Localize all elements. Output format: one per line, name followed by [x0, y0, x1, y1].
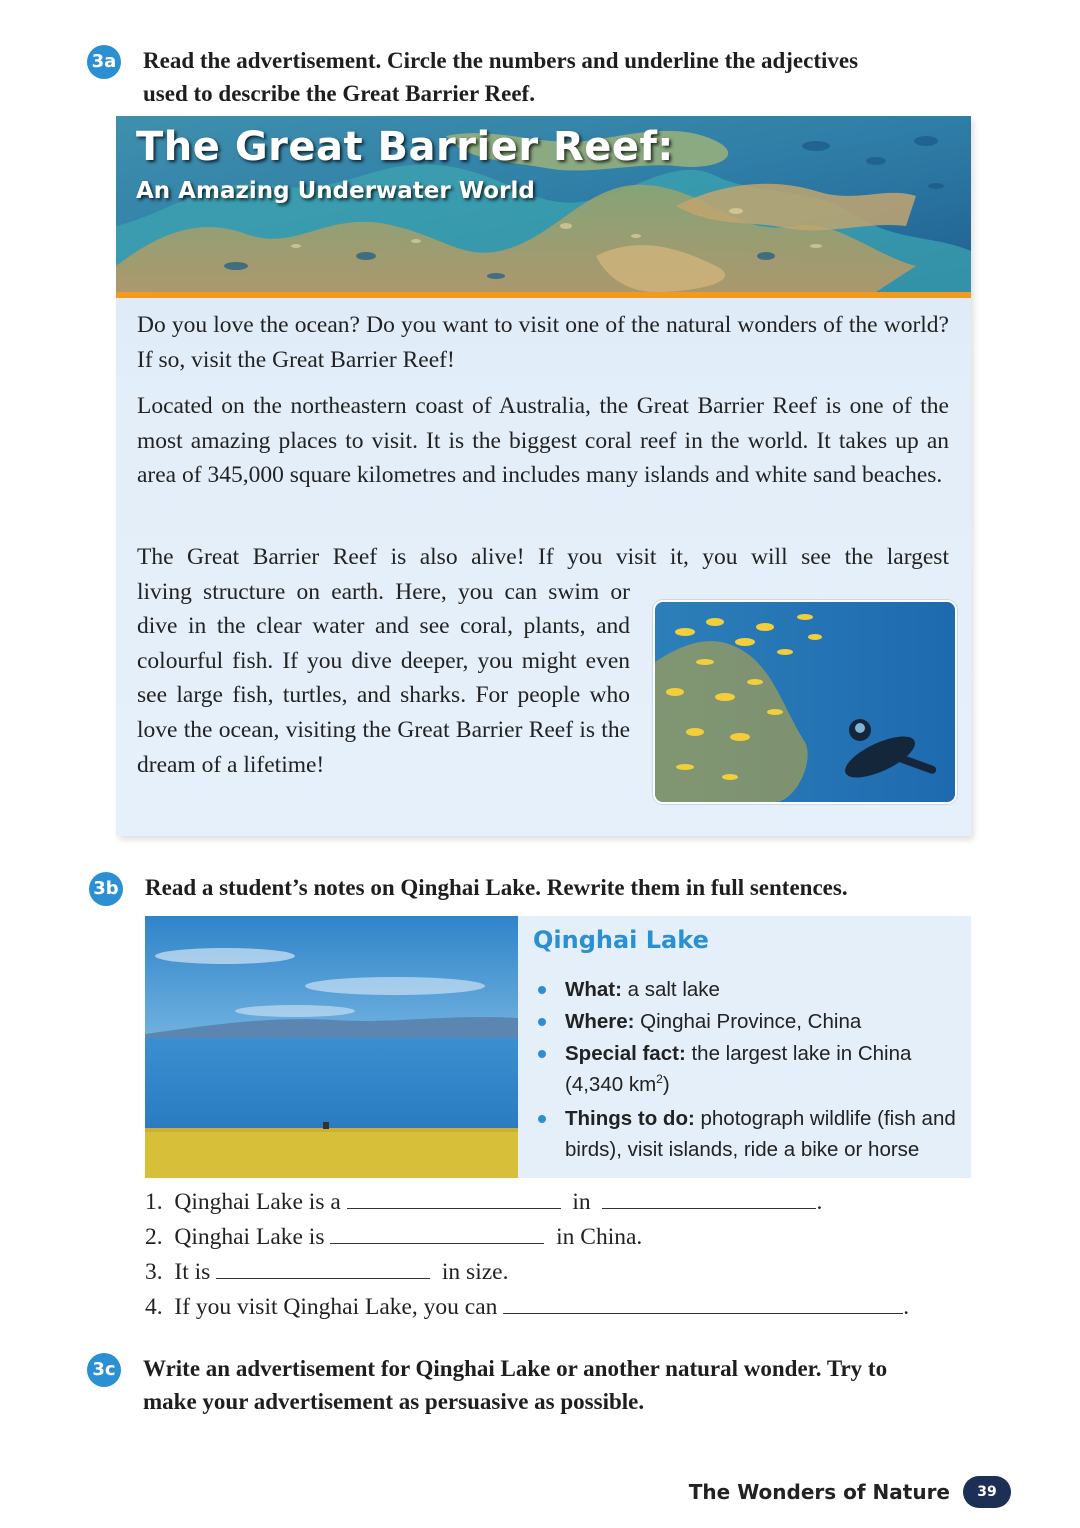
- instruction-3c-line1: Write an advertisement for Qinghai Lake or another natural wonder. Try to: [143, 1356, 888, 1381]
- instruction-3a-line2: used to describe the Great Barrier Reef.: [143, 81, 535, 106]
- note-special-fact: Special fact: the largest lake in China (4,340 $km^2$): [536, 1038, 956, 1100]
- bullet-icon: [538, 1115, 546, 1123]
- exercise-badge-3c: 3c: [87, 1353, 121, 1387]
- ad-subtitle: An Amazing Underwater World: [136, 178, 535, 204]
- ad-paragraph-3-body: living structure on earth. Here, you can swim or dive in the clear water and see coral, plants, and colourful fish. If you dive deeper, you might even see large fish, turtles, and sharks. For people who love the ocean, visiting the Great Barrier Reef is the dream of a lifetime!: [137, 578, 630, 778]
- exercise-badge-3b: 3b: [89, 872, 123, 906]
- qinghai-notes-card: [518, 916, 971, 1178]
- exercise-line-3: 3. It is in size.: [145, 1254, 508, 1289]
- instruction-3b: Read a student’s notes on Qinghai Lake. Rewrite them in full sentences.: [145, 875, 848, 900]
- advertisement-box: [116, 116, 971, 836]
- diver-fish-photo: [653, 600, 957, 804]
- answer-blank[interactable]: [347, 1184, 561, 1209]
- bullet-icon: [538, 986, 546, 994]
- instruction-3c-line2: make your advertisement as persuasive as possible.: [143, 1389, 645, 1414]
- answer-blank[interactable]: [330, 1219, 544, 1244]
- reef-banner-image: [116, 116, 971, 298]
- unit-title: The Wonders of Nature: [688, 1480, 950, 1504]
- notes-list: [536, 974, 956, 1166]
- ad-paragraph-1: Do you love the ocean? Do you want to visit one of the natural wonders of the world? If so, visit the Great Barrier Reef!: [137, 312, 949, 373]
- instruction-3a-line1: Read the advertisement. Circle the numbers and underline the adjectives: [143, 48, 859, 73]
- ad-title: The Great Barrier Reef:: [136, 124, 674, 170]
- ad-paragraph-2: Located on the northeastern coast of Australia, the Great Barrier Reef is one of the most amazing places to visit. It is the biggest coral reef in the world. It takes up an area of 345,000 square kilometres and includes many islands and white sand beaches.: [137, 393, 949, 489]
- bullet-icon: [538, 1050, 546, 1058]
- notes-title: Qinghai Lake: [533, 926, 709, 954]
- answer-blank[interactable]: [503, 1289, 903, 1314]
- page-number: 39: [963, 1476, 1011, 1508]
- answer-blank[interactable]: [602, 1184, 816, 1209]
- ad-paragraph-3-first-line: The Great Barrier Reef is also alive! If you visit it, you will see the largest: [137, 544, 949, 570]
- note-things-to-do: Things to do: photograph wildlife (fish and birds), visit islands, ride a bike or horse: [536, 1103, 956, 1165]
- exercise-line-4: 4. If you visit Qinghai Lake, you can .: [145, 1289, 909, 1324]
- answer-blank[interactable]: [216, 1254, 430, 1279]
- note-what: What: a salt lake: [536, 974, 956, 1005]
- note-where: Where: Qinghai Province, China: [536, 1006, 956, 1037]
- exercise-badge-3a: 3a: [87, 45, 121, 79]
- exercise-line-1: 1. Qinghai Lake is a in .: [145, 1184, 822, 1219]
- qinghai-lake-photo: [145, 916, 518, 1178]
- exercise-line-2: 2. Qinghai Lake is in China.: [145, 1219, 642, 1254]
- bullet-icon: [538, 1018, 546, 1026]
